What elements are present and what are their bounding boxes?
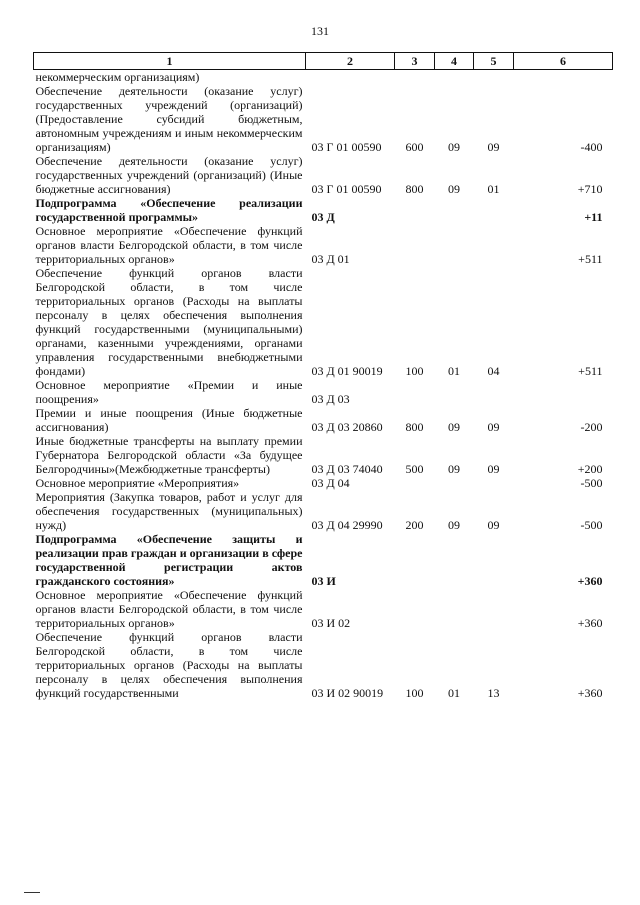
row-col-5 (474, 476, 514, 490)
row-col-5: 09 (487, 462, 500, 476)
table-row (34, 266, 613, 378)
table-row (34, 70, 613, 85)
row-col-3 (395, 588, 435, 630)
row-code: 03 Д 01 (311, 252, 350, 266)
table-row (34, 224, 613, 266)
table-row (34, 154, 613, 196)
table-row (34, 532, 613, 588)
table-header (34, 53, 613, 70)
row-col-4: 01 (448, 364, 460, 378)
row-code: 03 И (311, 574, 336, 588)
row-amount (514, 70, 613, 85)
table-row (34, 406, 613, 434)
stray-mark (24, 892, 40, 893)
row-description: Премии и иные поощрения (Иные бюджетные ассигнования) (35, 406, 303, 434)
row-col-3: 500 (405, 462, 424, 476)
row-amount: -500 (580, 476, 603, 490)
row-col-4 (435, 196, 474, 224)
table-body (34, 70, 613, 701)
row-col-3: 100 (405, 364, 424, 378)
row-col-3 (395, 196, 435, 224)
row-amount: +200 (577, 462, 603, 476)
row-col-5 (474, 532, 514, 588)
row-col-5: 09 (487, 518, 500, 532)
row-amount: +511 (578, 252, 603, 266)
row-col-5 (474, 588, 514, 630)
row-col-3: 600 (405, 140, 424, 154)
table-row (34, 630, 613, 700)
row-col-4: 09 (448, 140, 460, 154)
row-description: Основное мероприятие «Мероприятия» (35, 476, 240, 490)
row-description: Обеспечение деятельности (оказание услуг) государственных учреждений (организаций) (Предоставление субсидий бюджетным, автономным учреждениям и иным некоммерческим организациям) (35, 84, 303, 154)
table-row (34, 84, 613, 154)
row-code: 03 Д 04 (311, 476, 350, 490)
row-description: некоммерческим организациям) (35, 70, 200, 84)
row-description: Основное мероприятие «Обеспечение функций органов власти Белгородской области, в том числе территориальных органов» (35, 588, 303, 630)
row-col-5: 09 (487, 420, 500, 434)
header-col-2: 2 (306, 53, 395, 70)
table-row (34, 196, 613, 224)
row-col-4 (435, 378, 474, 406)
row-description: Подпрограмма «Обеспечение защиты и реализации прав граждан и организации в сфере государственной регистрации актов гражданского состояния» (35, 532, 303, 588)
row-col-3 (395, 476, 435, 490)
row-col-4: 01 (448, 686, 460, 700)
row-code: 03 И 02 90019 (311, 686, 384, 700)
header-col-4: 4 (435, 53, 474, 70)
row-description: Обеспечение функций органов власти Белгородской области, в том числе территориальных органов (Расходы на выплаты персоналу в целях обеспечения выполнения функций государственными (35, 630, 303, 700)
row-amount: +11 (584, 210, 603, 224)
row-amount (514, 378, 613, 406)
row-code: 03 И 02 (311, 616, 351, 630)
row-col-4 (435, 70, 474, 85)
row-col-5: 09 (487, 140, 500, 154)
table-row (34, 476, 613, 490)
row-col-4: 09 (448, 182, 460, 196)
row-code: 03 Г 01 00590 (311, 140, 382, 154)
row-description: Подпрограмма «Обеспечение реализации государственной программы» (35, 196, 303, 224)
row-col-4 (435, 224, 474, 266)
row-amount: +710 (577, 182, 603, 196)
table-row (34, 378, 613, 406)
header-col-5: 5 (474, 53, 514, 70)
row-description: Обеспечение функций органов власти Белгородской области, в том числе территориальных органов (Расходы на выплаты персоналу в целях обеспечения выполнения функций государственными (муниципальными) органами, казенными учреждениями, органами управления государственными внебюджетными фондами) (35, 266, 303, 378)
row-code: 03 Д 03 20860 (311, 420, 383, 434)
row-col-3: 800 (405, 182, 424, 196)
row-col-4 (435, 476, 474, 490)
row-code (306, 70, 395, 85)
header-row (34, 53, 613, 70)
row-col-5 (474, 378, 514, 406)
row-col-3 (395, 224, 435, 266)
row-amount: -400 (580, 140, 603, 154)
page-number: 131 (311, 24, 329, 38)
table-row (34, 490, 613, 532)
row-code: 03 Д (311, 210, 335, 224)
row-amount: +360 (577, 686, 603, 700)
row-col-4: 09 (448, 518, 460, 532)
row-col-4 (435, 532, 474, 588)
row-col-3: 200 (405, 518, 424, 532)
header-col-1: 1 (34, 53, 306, 70)
row-amount: -500 (580, 518, 603, 532)
row-code: 03 Д 03 74040 (311, 462, 383, 476)
row-code: 03 Д 03 (311, 392, 350, 406)
row-description: Основное мероприятие «Обеспечение функций органов власти Белгородской области, в том числе территориальных органов» (35, 224, 303, 266)
header-col-6: 6 (514, 53, 613, 70)
row-amount: -200 (580, 420, 603, 434)
row-col-5 (474, 70, 514, 85)
row-col-5: 04 (487, 364, 500, 378)
row-description: Обеспечение деятельности (оказание услуг) государственных учреждений (организаций) (Иные бюджетные ассигнования) (35, 154, 303, 196)
row-col-3 (395, 70, 435, 85)
row-description: Иные бюджетные трансферты на выплату премии Губернатора Белгородской области «За будущее Белгородчины»(Межбюджетные трансферты) (35, 434, 303, 476)
header-col-3: 3 (395, 53, 435, 70)
row-col-4 (435, 588, 474, 630)
row-amount: +511 (578, 364, 603, 378)
row-amount: +360 (577, 574, 603, 588)
row-col-3 (395, 378, 435, 406)
row-col-3: 800 (405, 420, 424, 434)
row-code: 03 Г 01 00590 (311, 182, 382, 196)
row-col-4: 09 (448, 420, 460, 434)
row-col-5 (474, 224, 514, 266)
row-col-5: 01 (487, 182, 500, 196)
table-row (34, 588, 613, 630)
row-col-3: 100 (405, 686, 424, 700)
row-col-5 (474, 196, 514, 224)
table-row (34, 434, 613, 476)
budget-table (33, 52, 613, 700)
row-description: Мероприятия (Закупка товаров, работ и услуг для обеспечения государственных (муниципальных) нужд) (35, 490, 303, 532)
row-col-4: 09 (448, 462, 460, 476)
row-col-3 (395, 532, 435, 588)
row-description: Основное мероприятие «Премии и иные поощрения» (35, 378, 303, 406)
row-code: 03 Д 01 90019 (311, 364, 383, 378)
row-col-5: 13 (487, 686, 500, 700)
row-amount: +360 (577, 616, 603, 630)
row-code: 03 Д 04 29990 (311, 518, 383, 532)
